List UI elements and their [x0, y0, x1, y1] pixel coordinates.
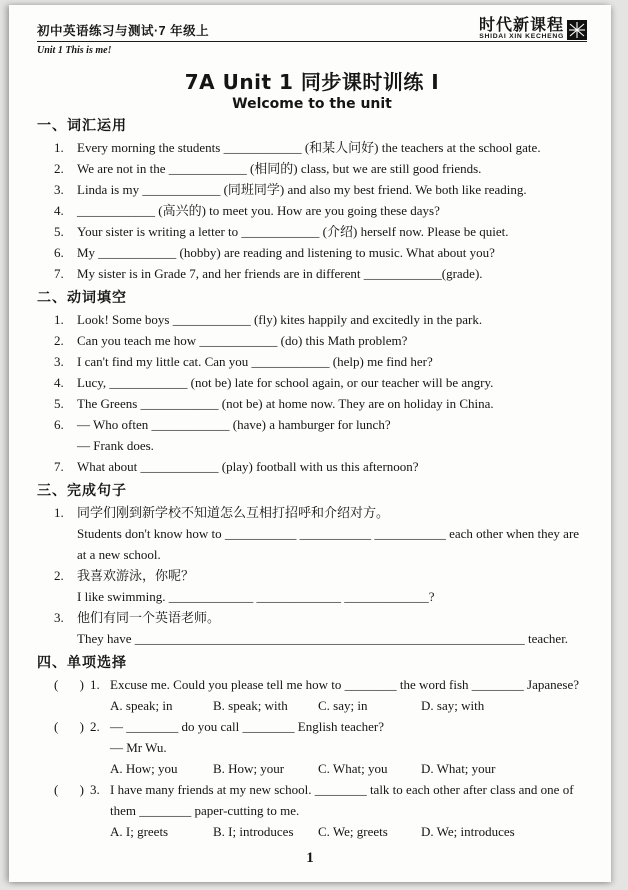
item-number: 3.: [90, 782, 100, 797]
section-heading: 二、动词填空: [37, 289, 127, 305]
page-title: 7A Unit 1 同步课时训练 I: [184, 70, 440, 94]
item-number: 1.: [90, 677, 100, 692]
option-label: B. How; your: [213, 761, 285, 776]
option-label: A. speak; in: [110, 698, 173, 713]
section-items: [37, 137, 587, 284]
exercise-item: [37, 372, 587, 393]
item-line: My ____________ (hobby) are reading and listening to music. What about you?: [77, 245, 495, 260]
item-lines: [110, 716, 587, 779]
bracket-open: (: [54, 782, 59, 797]
item-number: 2.: [54, 333, 64, 348]
exercise-item: [37, 179, 587, 200]
bracket-close: ): [79, 782, 84, 797]
exercise-item: [37, 242, 587, 263]
exercise-item: [37, 393, 587, 414]
item-line: Excuse me. Could you please tell me how to ________ the word fish ________ Japanese?: [110, 677, 579, 692]
page-number: 1: [306, 850, 314, 866]
option-row: [110, 821, 587, 842]
option-label: A. I; greets: [110, 824, 169, 839]
item-number: 2.: [54, 161, 64, 176]
item-number: 4.: [54, 375, 64, 390]
item-line: Your sister is writing a letter to ____________ (介绍) herself now. Please be quiet.: [77, 224, 509, 239]
item-number: 3.: [54, 354, 64, 369]
brand-subname: SHIDAI XIN KECHENG: [479, 33, 564, 40]
item-line: My sister is in Grade 7, and her friends are in different ____________(grade).: [77, 266, 483, 281]
item-line: Students don't know how to ___________ ___________ ___________ each other when they are: [77, 526, 580, 541]
exercise-item: [37, 221, 587, 242]
item-lines: [77, 414, 587, 456]
item-number: 1.: [54, 505, 64, 520]
item-lines: [77, 456, 587, 477]
item-lines: [77, 221, 587, 242]
item-line: — ________ do you call ________ English teacher?: [110, 719, 385, 734]
exercise-item: [37, 414, 587, 456]
item-lines: [110, 674, 587, 716]
item-line: them ________ paper-cutting to me.: [110, 803, 300, 818]
item-number: 5.: [54, 396, 64, 411]
exercise-item: [37, 779, 587, 842]
bracket-close: ): [79, 677, 84, 692]
section-heading: 一、词汇运用: [37, 117, 127, 133]
exercise-item: [37, 674, 587, 716]
item-lines: [77, 137, 587, 158]
option-row: [110, 695, 587, 716]
item-lines: [77, 200, 587, 221]
item-line: ____________ (高兴的) to meet you. How are you going these days?: [77, 203, 440, 218]
item-lines: [110, 779, 587, 842]
section-items: [37, 502, 587, 649]
section-items: [37, 309, 587, 477]
item-number: 1.: [54, 140, 64, 155]
item-lines: [77, 351, 587, 372]
item-line: They have ____________________________________________________________ teacher.: [77, 631, 569, 646]
item-line: The Greens ____________ (not be) at home now. They are on holiday in China.: [77, 396, 494, 411]
item-number: 7.: [54, 266, 64, 281]
exercise-item: [37, 716, 587, 779]
page-subtitle: Welcome to the unit: [232, 96, 392, 112]
option-label: D. What; your: [421, 761, 496, 776]
exercise-item: [37, 137, 587, 158]
item-number: 2.: [90, 719, 100, 734]
item-line: — Mr Wu.: [110, 740, 167, 755]
item-lines: [77, 502, 587, 565]
answer-bracket: [54, 716, 84, 779]
item-number: 5.: [54, 224, 64, 239]
series-title: 初中英语练习与测试·7 年级上: [37, 24, 210, 38]
item-line: — Frank does.: [77, 438, 154, 453]
section-heading: 三、完成句子: [37, 482, 127, 498]
item-number: 3.: [54, 610, 64, 625]
item-line: I like swimming. _____________ _____________ _____________?: [77, 589, 435, 604]
item-line: We are not in the ____________ (相同的) class, but we are still good friends.: [77, 161, 482, 176]
item-line: Lucy, ____________ (not be) late for school again, or our teacher will be angry.: [77, 375, 494, 390]
exercise-item: [37, 502, 587, 565]
option-label: C. say; in: [318, 698, 368, 713]
option-label: C. We; greets: [318, 824, 388, 839]
section-items: [37, 674, 587, 842]
item-number: 7.: [54, 459, 64, 474]
item-lines: [77, 179, 587, 200]
item-number: 6.: [54, 417, 64, 432]
exercise-item: [37, 456, 587, 477]
item-number: 2.: [54, 568, 64, 583]
option-row: [110, 758, 587, 779]
item-lines: [77, 565, 587, 607]
item-line: Can you teach me how ____________ (do) this Math problem?: [77, 333, 408, 348]
bracket-close: ): [79, 719, 84, 734]
section-vocabulary: [37, 116, 587, 284]
bracket-open: (: [54, 677, 59, 692]
brand-logo-icon: [567, 20, 587, 40]
option-label: D. say; with: [421, 698, 485, 713]
item-lines: [77, 242, 587, 263]
item-line: Linda is my ____________ (同班同学) and also my best friend. We both like reading.: [77, 182, 527, 197]
exercise-item: [37, 351, 587, 372]
item-lines: [77, 372, 587, 393]
item-line: I have many friends at my new school. ________ talk to each other after class and one of: [110, 782, 574, 797]
worksheet-page: [9, 5, 611, 882]
option-label: D. We; introduces: [421, 824, 515, 839]
item-line: 他们有同一个英语老师。: [77, 610, 221, 625]
item-lines: [77, 263, 587, 284]
header-divider: [37, 41, 587, 42]
item-lines: [77, 393, 587, 414]
item-line: 同学们刚到新学校不知道怎么互相打招呼和介绍对方。: [77, 505, 390, 520]
item-number: 3.: [54, 182, 64, 197]
publisher-brand: [479, 18, 587, 40]
section-heading: 四、单项选择: [37, 654, 127, 670]
bracket-open: (: [54, 719, 59, 734]
brand-name: 时代新课程: [478, 17, 564, 34]
item-number: 1.: [54, 312, 64, 327]
answer-bracket: [54, 779, 84, 842]
section-multiple-choice: [37, 653, 587, 842]
exercise-item: [37, 263, 587, 284]
item-lines: [77, 158, 587, 179]
item-lines: [77, 607, 587, 649]
item-line: I can't find my little cat. Can you ____________ (help) me find her?: [77, 354, 433, 369]
exercise-item: [37, 565, 587, 607]
option-label: C. What; you: [318, 761, 388, 776]
item-line: Look! Some boys ____________ (fly) kites happily and excitedly in the park.: [77, 312, 483, 327]
item-line: — Who often ____________ (have) a hamburger for lunch?: [77, 417, 391, 432]
option-label: B. I; introduces: [213, 824, 294, 839]
brand-text: [479, 18, 564, 40]
answer-bracket: [54, 674, 84, 716]
option-label: A. How; you: [110, 761, 178, 776]
item-lines: [77, 330, 587, 351]
exercise-item: [37, 158, 587, 179]
item-number: 4.: [54, 203, 64, 218]
item-number: 6.: [54, 245, 64, 260]
item-line: at a new school.: [77, 547, 161, 562]
item-line: 我喜欢游泳，你呢？: [77, 568, 195, 583]
item-lines: [77, 309, 587, 330]
exercise-item: [37, 607, 587, 649]
item-line: Every morning the students ____________ (和某人问好) the teachers at the school gate.: [77, 140, 541, 155]
section-complete-sentences: [37, 481, 587, 649]
page-header: [37, 18, 587, 62]
exercise-item: [37, 330, 587, 351]
section-verb-fill: [37, 288, 587, 477]
unit-subtitle: Unit 1 This is me!: [37, 45, 112, 56]
exercise-item: [37, 309, 587, 330]
exercise-item: [37, 200, 587, 221]
option-label: B. speak; with: [213, 698, 288, 713]
item-line: What about ____________ (play) football with us this afternoon?: [77, 459, 419, 474]
